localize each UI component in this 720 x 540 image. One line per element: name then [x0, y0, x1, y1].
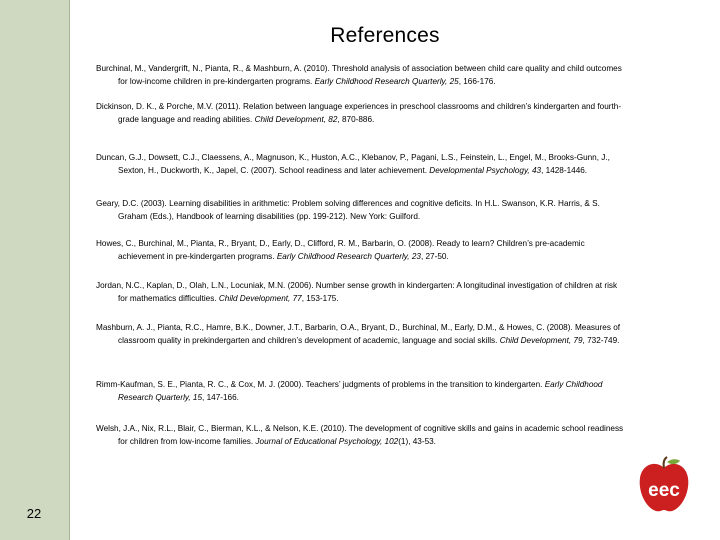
reference-pages: , 147-166.: [202, 393, 239, 402]
apple-leaf: [667, 459, 680, 464]
reference-text: Duncan, G.J., Dowsett, C.J., Claessens, A., Magnuson, K., Huston, A.C., Klebanov, P., Pagani, L.S., Feinstein, L., Engel, M., Brooks-Gunn, J., Sexton, H., Duckworth, K., Japel, C. (2007). School readiness and later achievement.: [96, 153, 610, 175]
reference-source: Early Childhood Research Quarterly, 23: [276, 252, 421, 261]
reference-pages: , 1428-1446.: [541, 166, 588, 175]
reference-source: Child Development, 82: [254, 115, 338, 124]
reference-source: Child Development, 79: [499, 336, 583, 345]
slide-number: 22: [26, 506, 42, 521]
page-title: References: [330, 24, 440, 47]
logo-text: eec: [648, 480, 680, 501]
reference-source: Journal of Educational Psychology, 102: [255, 437, 399, 446]
reference-item: [96, 237, 628, 263]
reference-item: [96, 62, 628, 88]
reference-pages: , 732-749.: [582, 336, 620, 345]
reference-source: Developmental Psychology, 43: [429, 166, 542, 175]
left-accent-bar: [0, 0, 70, 540]
reference-text: Jordan, N.C., Kaplan, D., Olah, L.N., Locuniak, M.N. (2006). Number sense growth in kindergarten: A longitudinal investigation of children at risk for mathematics difficulties.: [96, 281, 618, 303]
reference-pages: , 27-50.: [420, 252, 449, 261]
reference-item: [96, 151, 628, 177]
reference-text: Geary, D.C. (2003). Learning disabilities in arithmetic: Problem solving differences and cognitive deficits. In H.L. Swanson, K.R. Harris, & S. Graham (Eds.), Handbook of learning disabilities (pp. 199-212). New York: Guilford.: [96, 199, 600, 221]
reference-item: [96, 279, 628, 305]
reference-pages: , 166-176.: [458, 77, 496, 86]
reference-text: Burchinal, M., Vandergrift, N., Pianta, R., & Mashburn, A. (2010). Threshold analysis of association between child care quality and child outcomes for low-income children in pre-kindergarten programs.: [96, 64, 622, 86]
reference-source: Early Childhood Research Quarterly, 15: [118, 380, 603, 402]
reference-item: [96, 378, 628, 404]
reference-text: Rimm-Kaufman, S. E., Pianta, R. C., & Cox, M. J. (2000). Teachers’ judgments of problems in the transition to kindergarten.: [96, 380, 545, 389]
reference-pages: , 153-175.: [301, 294, 339, 303]
reference-source: Early Childhood Research Quarterly, 25: [314, 77, 459, 86]
reference-item: [96, 100, 628, 126]
eec-apple-logo: [634, 456, 694, 516]
reference-pages: (1), 43-53.: [398, 437, 436, 446]
reference-item: [96, 197, 628, 223]
reference-text: Mashburn, A. J., Pianta, R.C., Hamre, B.K., Downer, J.T., Barbarin, O.A., Bryant, D., Burchinal, M., Early, D.M., & Howes, C. (2008). Measures of classroom quality in prekindergarten and children’s development of academic, language and social skills.: [96, 323, 621, 345]
reference-item: [96, 422, 628, 448]
reference-text: Howes, C., Burchinal, M., Pianta, R., Bryant, D., Early, D., Clifford, R. M., Barbarin, O. (2008). Ready to learn? Children’s pre-academic achievement in pre-kindergarten programs.: [96, 239, 585, 261]
reference-item: [96, 321, 628, 347]
reference-source: Child Development, 77: [218, 294, 302, 303]
reference-text: Welsh, J.A., Nix, R.L., Blair, C., Bierman, K.L., & Nelson, K.E. (2010). The development of cognitive skills and gains in academic school readiness for children from low-income families.: [96, 424, 624, 446]
reference-text: Dickinson, D. K., & Porche, M.V. (2011). Relation between language experiences in preschool classrooms and children’s kindergarten and fourth-grade language and reading abilities.: [96, 102, 622, 124]
reference-pages: , 870-886.: [337, 115, 375, 124]
